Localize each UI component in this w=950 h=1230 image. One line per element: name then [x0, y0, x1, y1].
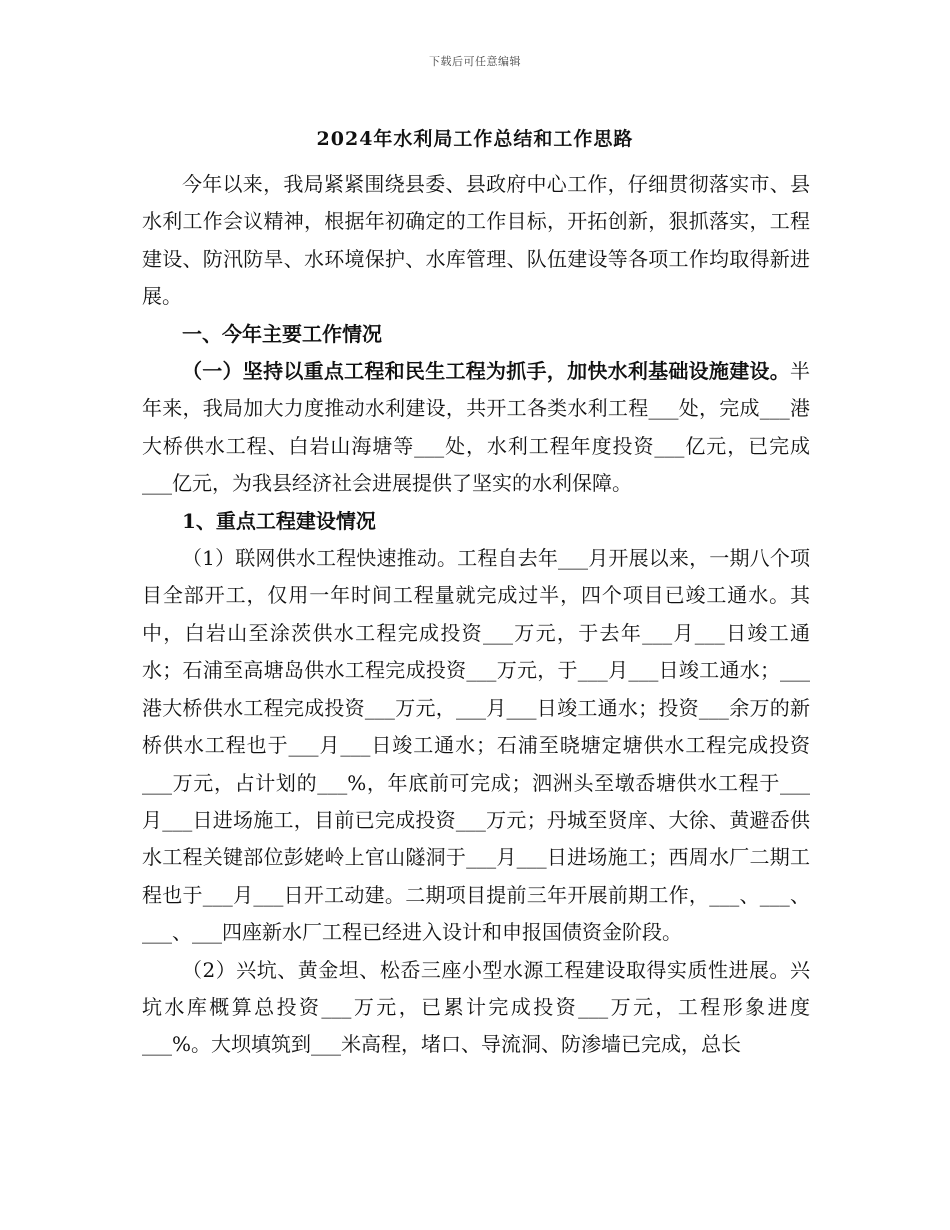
subsection-body: 半年来，我局加大力度推动水利建设，共开工各类水利工程___处，完成___港大桥供水工程、白岩山海塘等___处，水利工程年度投资___亿元，已完成___亿元，为我县经济社会进展提供了坚实的水利保障。	[142, 359, 810, 496]
subsection-heading: 1、重点工程建设情况	[182, 508, 376, 533]
section-heading: 一、今年主要工作情况	[182, 321, 382, 346]
page-header-note: 下载后可任意编辑	[429, 55, 521, 68]
section-paragraph	[142, 353, 810, 503]
item-paragraph-2: （2）兴坑、黄金坦、松岙三座小型水源工程建设取得实质性进展。兴坑水库概算总投资___万元，已累计完成投资___万元，工程形象进度___%。大坝填筑到___米高程，堵口、导流洞、防渗墙已完成，总长	[142, 957, 810, 1057]
document-title: 2024年水利局工作总结和工作思路	[316, 128, 634, 150]
subsection-heading-inline: （一）坚持以重点工程和民生工程为抓手，加快水利基础设施建设。	[182, 359, 790, 384]
document-body	[142, 166, 810, 1064]
item-paragraph-1: （1）联网供水工程快速推动。工程自去年___月开展以来，一期八个项目全部开工，仅用一年时间工程量就完成过半，四个项目已竣工通水。其中，白岩山至涂茨供水工程完成投资___万元，于去年___月___日竣工通水；石浦至高塘岛供水工程完成投资___万元，于___月___日竣工通水；___港大桥供水工程完成投资___万元，___月___日竣工通水；投资___余万的新桥供水工程也于___月___日竣工通水；石浦至晓塘定塘供水工程完成投资___万元，占计划的___%，年底前可完成；泗洲头至墩岙塘供水工程于___月___日进场施工，目前已完成投资___万元；丹城至贤庠、大徐、黄避岙供水工程关键部位彭姥岭上官山隧洞于___月___日进场施工；西周水厂二期工程也于___月___日开工动建。二期项目提前三年开展前期工作，___、___、___、___四座新水厂工程已经进入设计和申报国债资金阶段。	[142, 546, 810, 945]
intro-paragraph: 今年以来，我局紧紧围绕县委、县政府中心工作，仔细贯彻落实市、县水利工作会议精神，根据年初确定的工作目标，开拓创新，狠抓落实，工程建设、防汛防旱、水环境保护、水库管理、队伍建设等各项工作均取得新进展。	[142, 172, 810, 309]
